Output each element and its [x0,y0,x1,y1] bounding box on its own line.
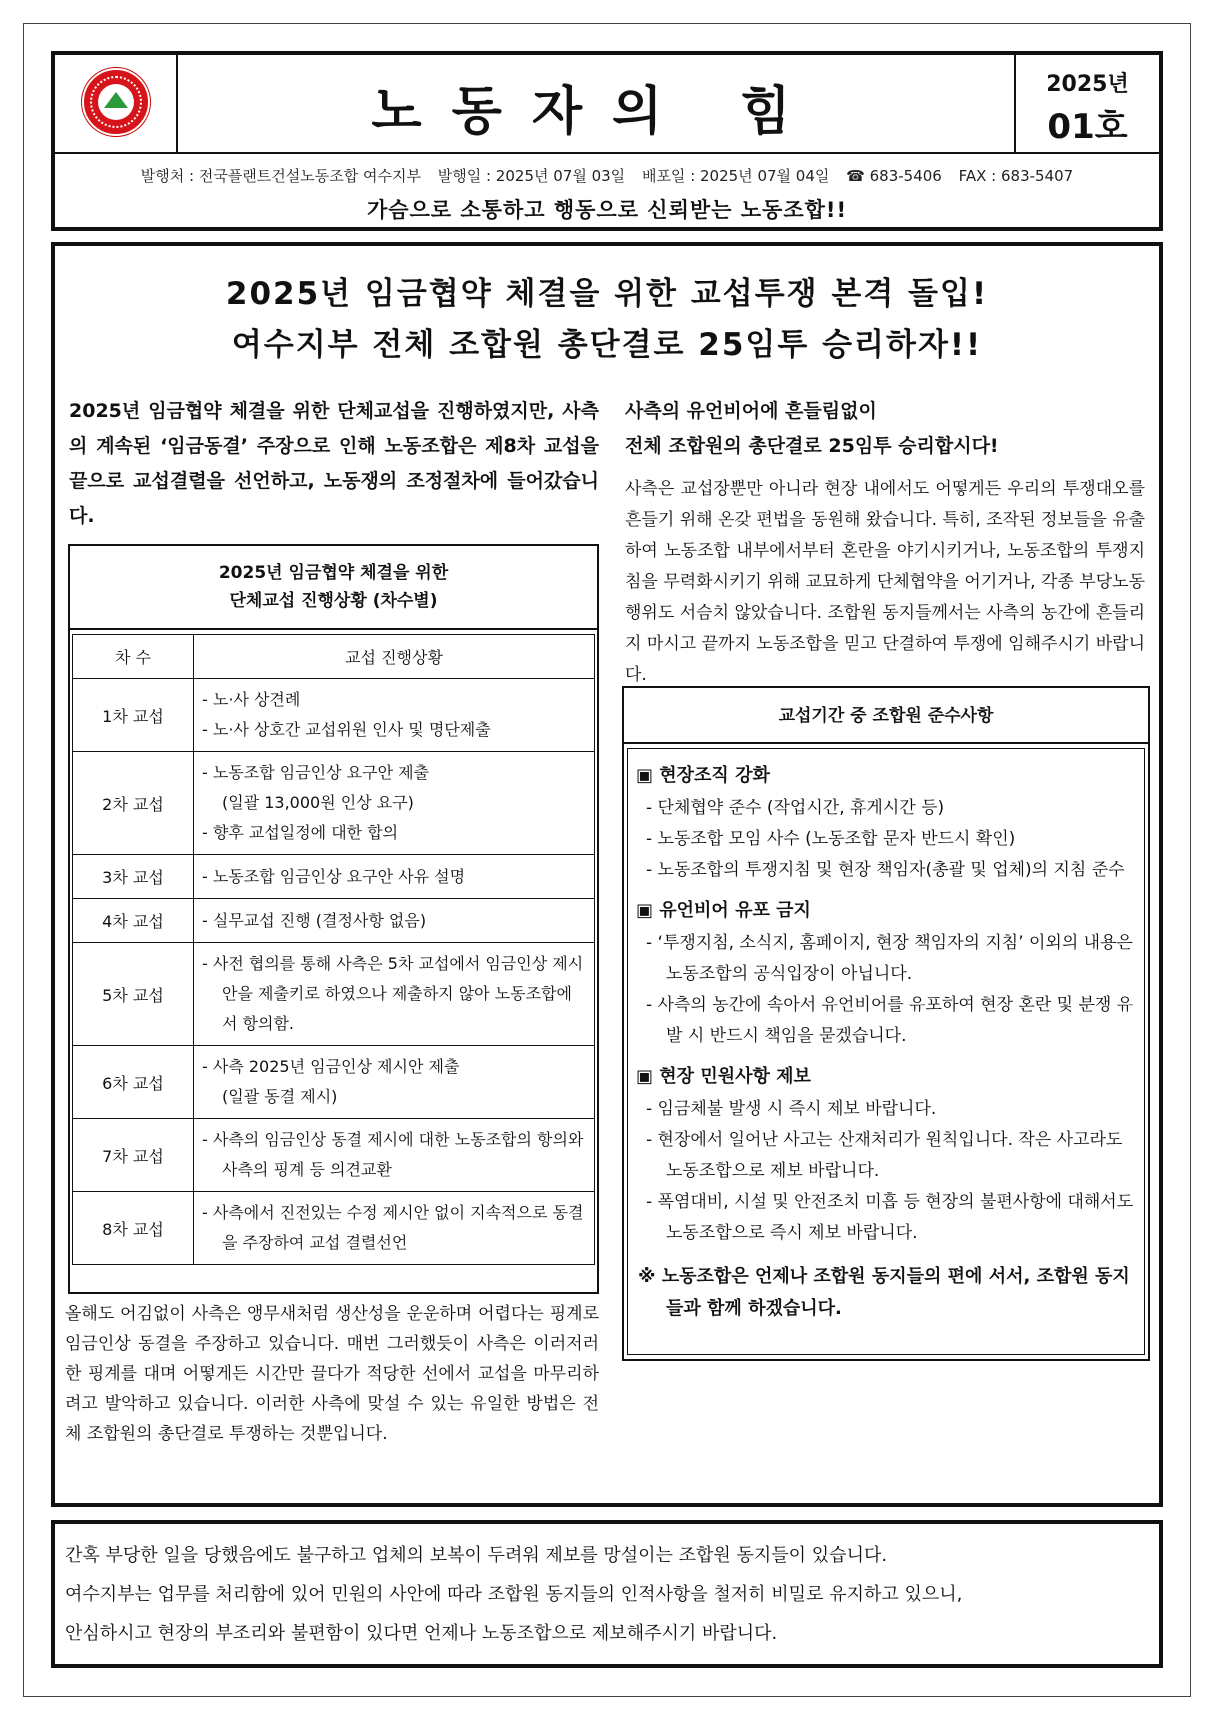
footer-line: 안심하시고 현장의 부조리와 불편함이 있다면 언제나 노동조합으로 제보해주시기 바랍니다. [65,1623,778,1644]
status-item: - 사전 협의를 통해 사측은 5차 교섭에서 임금인상 제시안을 제출키로 하였으나 제출하지 않아 노동조합에서 항의함. [202,954,584,1033]
status-item: - 노·사 상호간 교섭위원 인사 및 명단제출 [202,720,491,739]
status-item: - 사측의 임금인상 동결 제시에 대한 노동조합의 항의와 사측의 핑계 등 의견교환 [202,1130,584,1179]
rules-item: - 현장에서 일어난 사고는 산재처리가 원칙입니다. 작은 사고라도 노동조합으로 제보 바랍니다. [646,1130,1123,1181]
issue-cell [1014,55,1159,152]
status-cell [194,1119,595,1192]
rules-item: - ‘투쟁지침, 소식지, 홈페이지, 현장 책임자의 지침’ 이외의 내용은 노동조합의 공식입장이 아닙니다. [646,933,1133,984]
rules-item: - 노동조합의 투쟁지침 및 현장 책임자(총괄 및 업체)의 지침 준수 [646,860,1125,880]
round-cell: 6차 교섭 [73,1046,194,1119]
publication-info [55,165,1159,186]
right-heading-line1: 사측의 유언비어에 흔들림없이 [625,400,877,422]
col-header-round: 차 수 [73,635,194,679]
lede-paragraph: 2025년 임금협약 체결을 위한 단체교섭을 진행하였지만, 사측의 계속된 ‘임금동결’ 주장으로 인해 노동조합은 제8차 교섭을 끝으로 교섭결렬을 선언하고, 노동쟁의 조정절차에 들어갔습니다. [69,400,599,527]
rules-item: - 노동조합 모임 사수 (노동조합 문자 반드시 확인) [646,829,1016,849]
table-row [73,679,595,752]
rules-caption: 교섭기간 중 조합원 준수사항 [624,688,1148,744]
footer-line: 여수지부는 업무를 처리함에 있어 민원의 사안에 따라 조합원 동지들의 인적사항을 철저히 비밀로 유지하고 있으니, [65,1584,963,1605]
rules-note: ※ 노동조합은 언제나 조합원 동지들의 편에 서서, 조합원 동지들과 함께 하겠습니다. [638,1266,1130,1319]
status-item: - 노동조합 임금인상 요구안 사유 설명 [202,866,466,886]
rules-item: - 사측의 농간에 속아서 유언비어를 유포하여 현장 혼란 및 분쟁 유발 시 반드시 책임을 묻겠습니다. [646,995,1134,1046]
issue-number: 01호 [1047,107,1128,147]
status-cell [194,899,595,943]
table-caption [70,546,597,630]
rules-section-title: ▣ 현장조직 강화 [636,765,770,786]
status-cell [194,855,595,899]
round-cell: 7차 교섭 [73,1119,194,1192]
status-cell [194,1192,595,1265]
status-cell [194,679,595,752]
rules-section-title: ▣ 현장 민원사항 제보 [636,1066,811,1087]
phone: ☎ 683-5406 [846,167,942,185]
rules-item: - 단체협약 준수 (작업시간, 휴게시간 등) [646,798,945,818]
status-cell [194,1046,595,1119]
status-item: - 노·사 상견례 [202,690,301,709]
round-cell: 2차 교섭 [73,752,194,855]
footer-notice [51,1520,1163,1668]
table-row [73,899,595,943]
rules-item: - 폭염대비, 시설 및 안전조치 미흡 등 현장의 불편사항에 대해서도 노동조합으로 즉시 제보 바랍니다. [646,1192,1134,1243]
headline-2: 여수지부 전체 조합원 총단결로 25임투 승리하자!! [231,327,983,363]
table-row [73,1192,595,1265]
right-paragraph: 사측은 교섭장뿐만 아니라 현장 내에서도 어떻게든 우리의 투쟁대오를 흔들기 위해 온갖 편법을 동원해 왔습니다. 특히, 조작된 정보들을 유출하여 노동조합 내부에서부터 혼란을 야기시키거나, 노동조합의 투쟁지침을 무력화시키기 위해 교묘하게 단체협약을 어기거나, 각종 부당노동행위도 서슴치 않았습니다. 조합원 동지들께서는 사측의 농간에 흔들리지 마시고 끝까지 노동조합을 믿고 단결하여 투쟁에 임해주시기 바랍니다. [625,479,1145,685]
rules-box [622,686,1150,1361]
right-heading-line2: 전체 조합원의 총단결로 25임투 승리합시다! [625,435,999,457]
masthead-top [55,55,1159,154]
table-caption-line2: 단체교섭 진행상황 (차수별) [229,591,438,611]
status-cell [194,752,595,855]
table-row [73,1046,595,1119]
round-cell: 8차 교섭 [73,1192,194,1265]
status-item: - 사측에서 진전있는 수정 제시안 없이 지속적으로 동결을 주장하여 교섭 결렬선언 [202,1203,584,1252]
table-row [73,1119,595,1192]
status-item: - 향후 교섭일정에 대한 합의 [202,823,399,842]
negotiation-table [68,544,599,1294]
table-caption-line1: 2025년 임금협약 체결을 위한 [218,563,449,583]
union-logo [82,68,150,136]
status-item: - 사측 2025년 임금인상 제시안 제출 [202,1057,460,1076]
footer-line: 간혹 부당한 일을 당했음에도 불구하고 업체의 보복이 두려워 제보를 망설이는 조합원 동지들이 있습니다. [65,1545,888,1566]
round-cell: 4차 교섭 [73,899,194,943]
rules-item: - 임금체불 발생 시 즉시 제보 바랍니다. [646,1099,937,1119]
logo-cell [55,55,178,152]
status-item: - 실무교섭 진행 (결정사항 없음) [202,910,427,930]
right-heading [625,394,1145,464]
round-cell: 1차 교섭 [73,679,194,752]
distribution-date: 배포일 : 2025년 07월 04일 [641,167,830,185]
fax: FAX : 683-5407 [958,167,1074,185]
status-item: (일괄 13,000원 인상 요구) [222,793,414,812]
slogan: 가슴으로 소통하고 행동으로 신뢰받는 노동조합!! [366,198,848,222]
issue-date: 발행일 : 2025년 07월 03일 [437,167,626,185]
logo-inner [98,84,134,120]
round-cell: 3차 교섭 [73,855,194,899]
col-header-status: 교섭 진행상황 [194,635,595,679]
closing-paragraph: 올해도 어김없이 사측은 앵무새처럼 생산성을 운운하며 어렵다는 핑계로 임금인상 동결을 주장하고 있습니다. 매번 그러했듯이 사측은 이러저러한 핑계를 대며 어떻게든 시간만 끌다가 적당한 선에서 교섭을 마무리하려고 발악하고 있습니다. 이러한 사측에 맞설 수 있는 유일한 방법은 전체 조합원의 총단결로 투쟁하는 것뿐입니다. [65,1304,599,1444]
table-row [73,855,595,899]
status-item: - 노동조합 임금인상 요구안 제출 [202,763,430,782]
round-cell: 5차 교섭 [73,943,194,1046]
rules-content [627,748,1145,1355]
table-body [72,634,595,1265]
main-article [51,242,1163,1507]
status-cell [194,943,595,1046]
headline-1: 2025년 임금협약 체결을 위한 교섭투쟁 본격 돌입! [225,276,989,312]
rules-section-title: ▣ 유언비어 유포 금지 [636,900,811,921]
mountain-icon [104,92,128,108]
issue-year: 2025년 [1046,72,1129,97]
status-item: (일괄 동결 제시) [222,1087,338,1106]
table-row [73,752,595,855]
title-cell [180,55,1012,152]
publisher: 발행처 : 전국플랜트건설노동조합 여수지부 [140,167,421,185]
masthead [51,51,1163,231]
newsletter-title: 노동자의 힘 [371,81,821,142]
table-header-row [73,635,595,679]
table-row [73,943,595,1046]
